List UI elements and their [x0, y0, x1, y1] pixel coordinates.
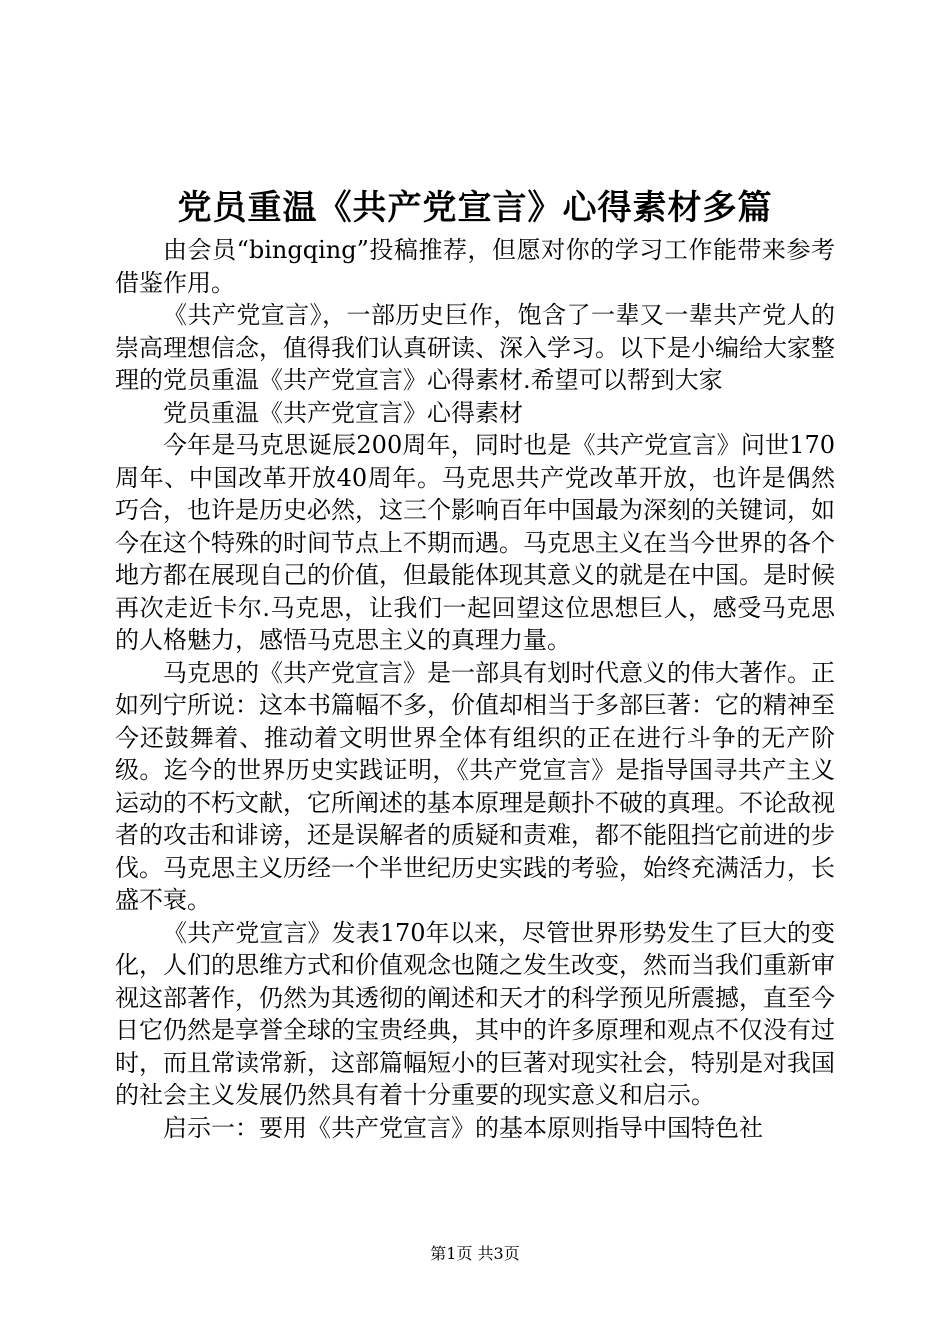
document-body [115, 234, 835, 1144]
paragraph: 启示一：要用《共产党宣言》的基本原则指导中国特色社 [163, 1113, 763, 1142]
paragraph-summary: 《共产党宣言》，一部历史巨作，饱含了一辈又一辈共产党人的崇高理想信念，值得我们认真研读、深入学习。以下是小编给大家整理的党员重温《共产党宣言》心得素材.希望可以帮到大家 [115, 301, 835, 394]
paragraph: 马克思的《共产党宣言》是一部具有划时代意义的伟大著作。正如列宁所说：这本书篇幅不多，价值却相当于多部巨著：它的精神至今还鼓舞着、推动着文明世界全体有组织的正在进行斗争的无产阶级。迄今的世界历史实践证明，《共产党宣言》是指导国寻共产主义运动的不朽文献，它所阐述的基本原理是颠扑不破的真理。不论敌视者的攻击和诽谤，还是误解者的质疑和责难，都不能阻挡它前进的步伐。马克思主义历经一个半世纪历史实践的考验，始终充满活力，长盛不衰。 [115, 658, 835, 914]
document-title: 党员重温《共产党宣言》心得素材多篇 [177, 188, 773, 228]
page-number-footer: 第1页 共3页 [430, 1244, 520, 1263]
paragraph: 《共产党宣言》发表170年以来，尽管世界形势发生了巨大的变化，人们的思维方式和价值观念也随之发生改变，然而当我们重新审视这部著作，仍然为其透彻的阐述和天才的科学预见所震撼，直至今日它仍然是享誉全球的宝贵经典，其中的许多原理和观点不仅没有过时，而且常读常新，这部篇幅短小的巨著对现实社会，特别是对我国的社会主义发展仍然具有着十分重要的现实意义和启示。 [115, 918, 835, 1109]
section-heading: 党员重温《共产党宣言》心得素材 [163, 398, 523, 427]
paragraph: 今年是马克思诞辰200周年，同时也是《共产党宣言》问世170周年、中国改革开放40周年。马克思共产党改革开放，也许是偶然巧合，也许是历史必然，这三个影响百年中国最为深刻的关键词，如今在这个特殊的时间节点上不期而遇。马克思主义在当今世界的各个地方都在展现自己的价值，但最能体现其意义的就是在中国。是时候再次走近卡尔.马克思，让我们一起回望这位思想巨人，感受马克思的人格魅力，感悟马克思主义的真理力量。 [115, 431, 835, 654]
paragraph-intro: 由会员“bingqing”投稿推荐，但愿对你的学习工作能带来参考借鉴作用。 [115, 236, 835, 297]
